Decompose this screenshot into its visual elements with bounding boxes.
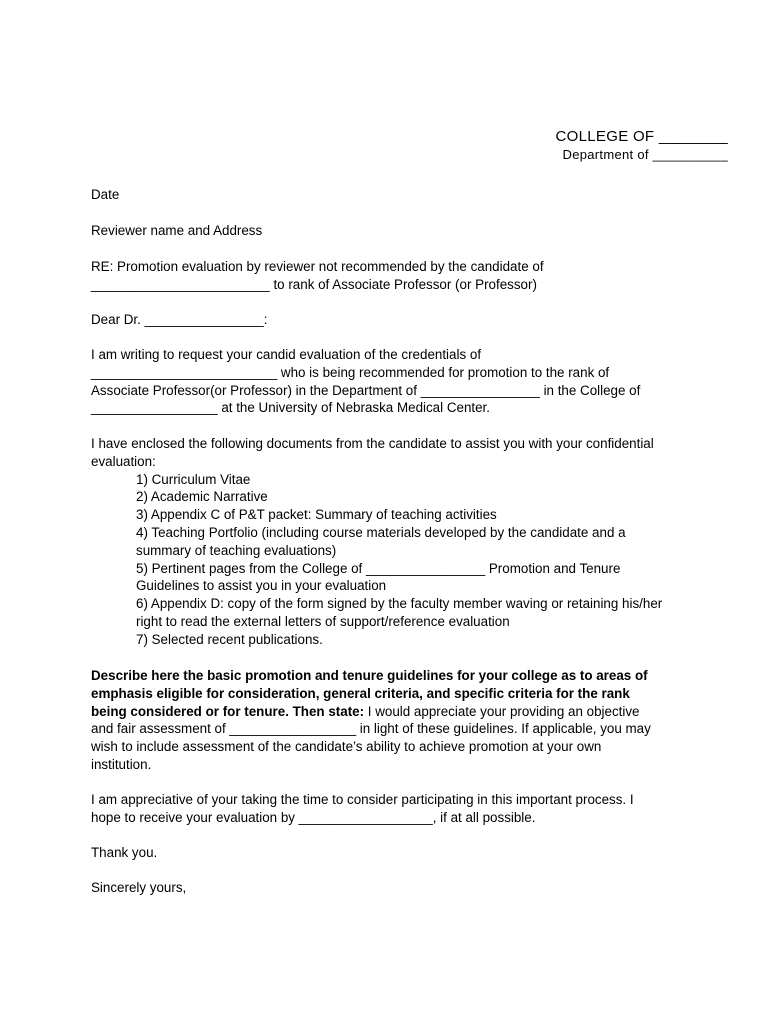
paragraph-line: and fair assessment of _________________ in light of these guidelines. If applicable, you may [91,721,651,737]
list-item: 2) Academic Narrative [136,489,268,505]
paragraph-line: _________________________ who is being recommended for promotion to the rank of [91,364,610,380]
thank-you-line: Thank you. [91,845,158,860]
list-item: Guidelines to assist you in your evaluation [136,578,387,594]
guideline-text: I would appreciate your providing an objective [364,703,640,719]
list-item: 6) Appendix D: copy of the form signed by the faculty member waving or retaining his/her [136,596,663,612]
paragraph-line: I am appreciative of your taking the time to consider participating in this important process. I [91,792,634,807]
list-item: 3) Appendix C of P&T packet: Summary of teaching activities [136,507,497,523]
bold-guideline-text: being considered or for tenure. Then state: [91,703,365,719]
paragraph-enclosed [91,435,691,649]
paragraph-line: institution. [91,756,152,772]
closing-line: Sincerely yours, [91,880,187,895]
department-heading: Department of __________ [562,147,728,162]
reviewer-line: Reviewer name and Address [91,223,263,238]
college-heading: COLLEGE OF ________ [555,128,728,145]
re-line-1: RE: Promotion evaluation by reviewer not recommended by the candidate of [91,259,544,274]
bold-guideline-line: emphasis eligible for consideration, general criteria, and specific criteria for the rank [91,685,630,701]
re-line-2: ________________________ to rank of Associate Professor (or Professor) [91,276,537,292]
date-line: Date [91,187,120,202]
paragraph-line: I have enclosed the following documents from the candidate to assist you with your confidential [91,436,654,451]
paragraph-line: Associate Professor(or Professor) in the Department of ________________ in the College of [91,382,641,398]
list-item: 5) Pertinent pages from the College of ________________ Promotion and Tenure [136,560,621,576]
paragraph-line: hope to receive your evaluation by __________________, if at all possible. [91,809,536,825]
list-item: right to read the external letters of support/reference evaluation [136,613,510,629]
salutation: Dear Dr. ________________: [91,312,268,327]
re-block [91,258,691,294]
paragraph-line: I am writing to request your candid evaluation of the credentials of [91,347,482,362]
list-item: 1) Curriculum Vitae [136,471,251,487]
list-item: 4) Teaching Portfolio (including course materials developed by the candidate and a [136,524,626,540]
list-item: summary of teaching evaluations) [136,542,337,558]
paragraph-guidelines [91,667,691,774]
paragraph-request [91,346,691,417]
paragraph-line: evaluation: [91,453,156,469]
paragraph-line: wish to include assessment of the candidate’s ability to achieve promotion at your own [91,739,602,755]
paragraph-appreciation [91,791,691,827]
mixed-guideline-line [91,703,691,721]
bold-guideline-line: Describe here the basic promotion and tenure guidelines for your college as to areas of [91,668,648,683]
paragraph-line: _________________ at the University of Nebraska Medical Center. [91,400,490,416]
list-item: 7) Selected recent publications. [136,631,323,647]
